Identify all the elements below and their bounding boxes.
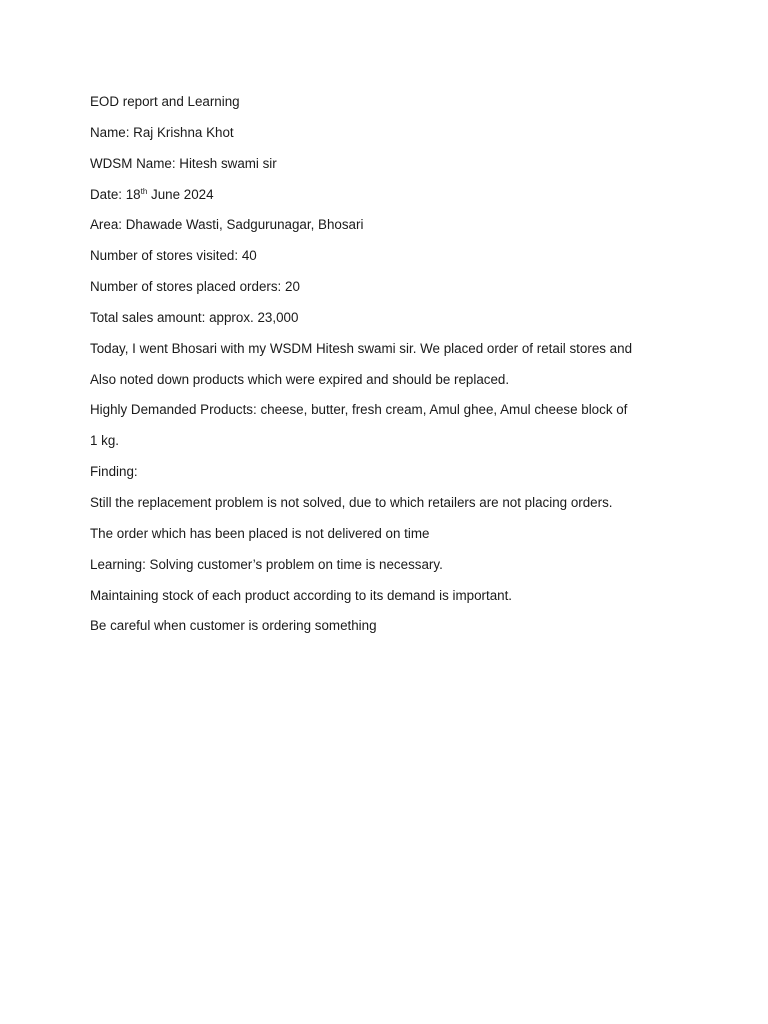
- learning-line-2: Maintaining stock of each product according to its demand is important.: [90, 587, 513, 603]
- date-rest: June 2024: [147, 186, 214, 202]
- wdsm-name-line: WDSM Name: Hitesh swami sir: [90, 155, 277, 171]
- finding-heading: Finding:: [90, 464, 138, 480]
- summary-line-1: Today, I went Bhosari with my WSDM Hitesh swami sir. We placed order of retail stores and: [90, 340, 633, 356]
- finding-line-1: Still the replacement problem is not solved, due to which retailers are not placing orders.: [90, 494, 613, 510]
- date-prefix: Date: 18: [90, 186, 141, 202]
- finding-line-2: The order which has been placed is not delivered on time: [90, 525, 430, 541]
- demanded-products-line-2: 1 kg.: [90, 433, 120, 449]
- learning-line-1: Learning: Solving customer’s problem on time is necessary.: [90, 556, 443, 572]
- summary-line-2: Also noted down products which were expired and should be replaced.: [90, 371, 510, 387]
- area-line: Area: Dhawade Wasti, Sadgurunagar, Bhosari: [90, 217, 364, 233]
- demanded-products-line-1: Highly Demanded Products: cheese, butter, fresh cream, Amul ghee, Amul cheese block of: [90, 402, 628, 418]
- total-sales-line: Total sales amount: approx. 23,000: [90, 309, 299, 325]
- stores-placed-orders-line: Number of stores placed orders: 20: [90, 279, 300, 295]
- date-ordinal-suffix: th: [140, 186, 148, 196]
- report-title: EOD report and Learning: [90, 94, 240, 109]
- name-line: Name: Raj Krishna Khot: [90, 124, 234, 140]
- date-line: [90, 186, 730, 217]
- stores-visited-line: Number of stores visited: 40: [90, 248, 257, 264]
- report-body: [90, 93, 730, 648]
- learning-line-3: Be careful when customer is ordering something: [90, 618, 377, 634]
